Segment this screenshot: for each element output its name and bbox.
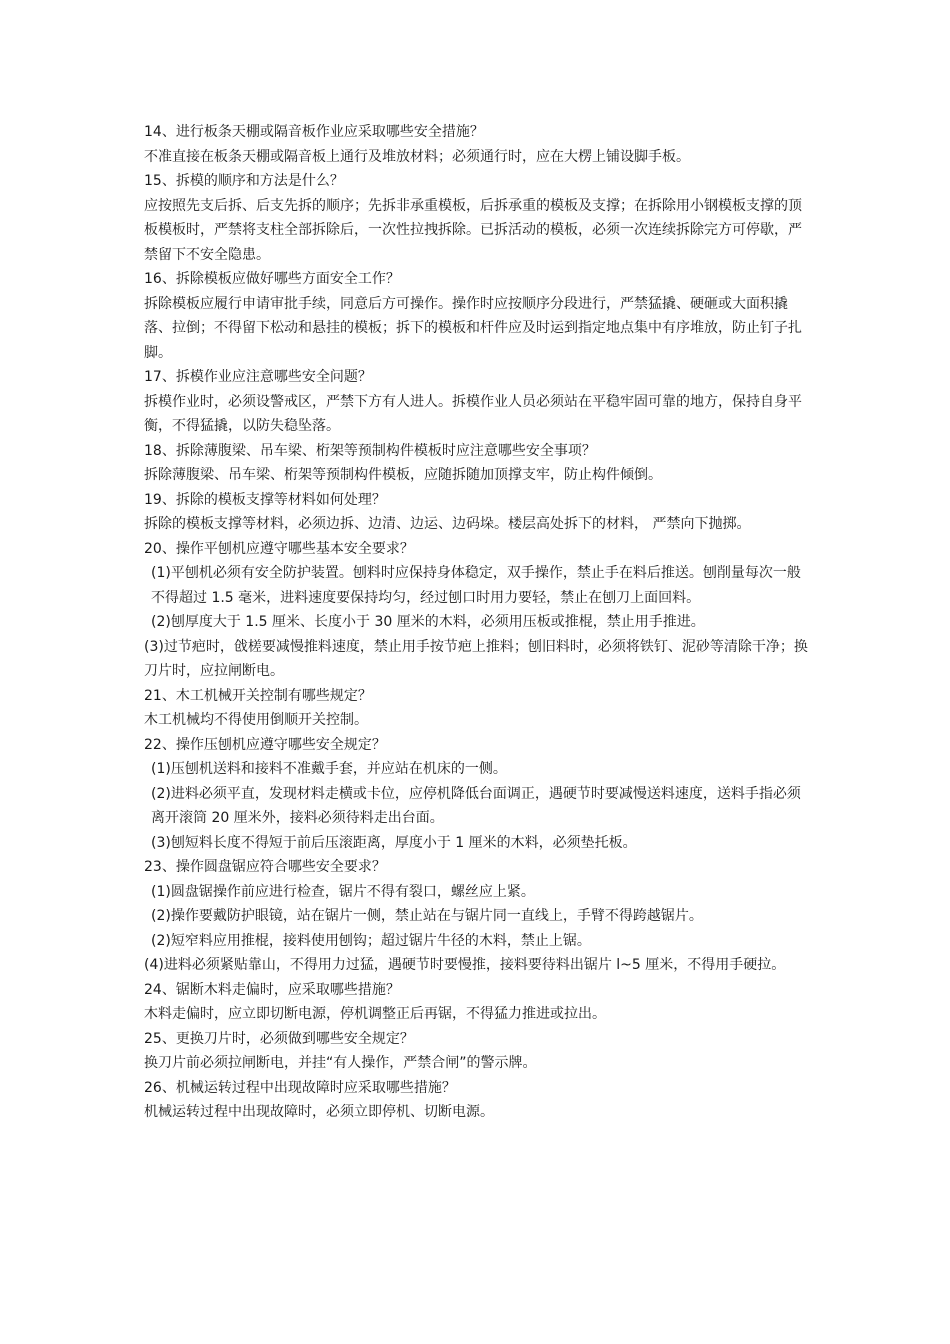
answer-paragraph: 换刀片前必须拉闸断电，并挂“有人操作，严禁合闸”的警示牌。 bbox=[144, 1055, 537, 1071]
answer-paragraph: (2)短窄料应用推棍，接料使用刨钩；超过锯片牛径的木料，禁止上锯。 bbox=[151, 932, 591, 949]
answer-paragraph: 应按照先支后拆、后支先拆的顺序；先拆非承重模板，后拆承重的模板及支撑；在拆除用小钢模板支撑的顶板模板时，严禁将支柱全部拆除后，一次性拉拽拆除。已拆活动的模板，必须一次连续拆除完方可停歇，严禁留下不安全隐患。 bbox=[144, 197, 802, 263]
question-heading: 22、操作压刨机应遵守哪些安全规定？ bbox=[144, 736, 386, 753]
question-heading: 25、更换刀片时，必须做到哪些安全规定？ bbox=[144, 1030, 414, 1047]
answer-paragraph: 机械运转过程中出现故障时，必须立即停机、切断电源。 bbox=[144, 1104, 494, 1120]
answer-paragraph: (3)过节疤时，戗槎要减慢推料速度，禁止用手按节疤上推料；刨旧料时，必须将铁钉、泥砂等清除干净；换刀片时，应拉闸断电。 bbox=[144, 638, 808, 679]
answer-paragraph: (2)刨厚度大于 1.5 厘米、长度小于 30 厘米的木料，必须用压板或推棍，禁止用手推进。 bbox=[151, 614, 705, 630]
answer-paragraph: (1)压刨机送料和接料不准戴手套，并应站在机床的一侧。 bbox=[151, 761, 507, 777]
answer-paragraph: (2)进料必须平直，发现材料走横或卡位，应停机降低台面调正，遇硬节时要减慢送料速度，送料手指必须离开滚筒 20 厘米外，接料必须待料走出台面。 bbox=[151, 785, 801, 826]
question-heading: 23、操作圆盘锯应符合哪些安全要求？ bbox=[144, 859, 386, 875]
answer-paragraph: 不准直接在板条天棚或隔音板上通行及堆放材料；必须通行时，应在大楞上铺设脚手板。 bbox=[144, 148, 690, 165]
document-body bbox=[144, 120, 814, 1125]
question-heading: 26、机械运转过程中出现故障时应采取哪些措施？ bbox=[144, 1079, 456, 1096]
answer-paragraph: 拆除的模板支撑等材料，必须边拆、边清、边运、边码垛。楼层高处拆下的材料， 严禁向下抛掷。 bbox=[144, 516, 751, 532]
answer-paragraph: 木料走偏时，应立即切断电源，停机调整正后再锯，不得猛力推进或拉出。 bbox=[144, 1006, 606, 1022]
question-heading: 19、拆除的模板支撑等材料如何处理？ bbox=[144, 491, 386, 508]
answer-paragraph: (1)圆盘锯操作前应进行检查，锯片不得有裂口，螺丝应上紧。 bbox=[151, 883, 535, 900]
answer-paragraph: (2)操作要戴防护眼镜，站在锯片一侧，禁止站在与锯片同一直线上，手臂不得跨越锯片。 bbox=[151, 908, 703, 924]
question-heading: 20、操作平刨机应遵守哪些基本安全要求？ bbox=[144, 540, 414, 557]
question-heading: 24、锯断木料走偏时，应采取哪些措施？ bbox=[144, 981, 400, 998]
question-heading: 18、拆除薄腹梁、吊车梁、桁架等预制构件模板时应注意哪些安全事项？ bbox=[144, 442, 596, 459]
answer-paragraph: (1)平刨机必须有安全防护装置。刨料时应保持身体稳定，双手操作，禁止手在料后推送。刨削量每次一般不得超过 1.5 毫米，进料速度要保持均匀，经过刨口时用力要轻，禁止在刨刀上面回料。 bbox=[151, 565, 801, 606]
question-heading: 21、木工机械开关控制有哪些规定？ bbox=[144, 687, 372, 704]
question-heading: 15、拆模的顺序和方法是什么？ bbox=[144, 173, 344, 189]
question-heading: 14、进行板条天棚或隔音板作业应采取哪些安全措施？ bbox=[144, 124, 484, 140]
answer-paragraph: 拆除模板应履行申请审批手续，同意后方可操作。操作时应按顺序分段进行，严禁猛撬、硬砸或大面积撬落、拉倒；不得留下松动和悬挂的模板；拆下的模板和杆件应及时运到指定地点集中有序堆放，防止钉子扎脚。 bbox=[144, 295, 802, 361]
answer-paragraph: (3)刨短料长度不得短于前后压滚距离，厚度小于 1 厘米的木料，必须垫托板。 bbox=[151, 834, 637, 851]
answer-paragraph: (4)进料必须紧贴靠山，不得用力过猛，遇硬节时要慢推，接料要待料出锯片 l~5 厘米，不得用手硬拉。 bbox=[144, 957, 786, 973]
answer-paragraph: 木工机械均不得使用倒顺开关控制。 bbox=[144, 712, 368, 728]
question-heading: 16、拆除模板应做好哪些方面安全工作？ bbox=[144, 271, 400, 287]
answer-paragraph: 拆模作业时，必须设警戒区，严禁下方有人进人。拆模作业人员必须站在平稳牢固可靠的地方，保持自身平衡，不得猛撬，以防失稳坠落。 bbox=[144, 393, 802, 434]
question-heading: 17、拆模作业应注意哪些安全问题？ bbox=[144, 369, 372, 385]
answer-paragraph: 拆除薄腹梁、吊车梁、桁架等预制构件模板，应随拆随加顶撑支牢，防止构件倾倒。 bbox=[144, 467, 662, 483]
